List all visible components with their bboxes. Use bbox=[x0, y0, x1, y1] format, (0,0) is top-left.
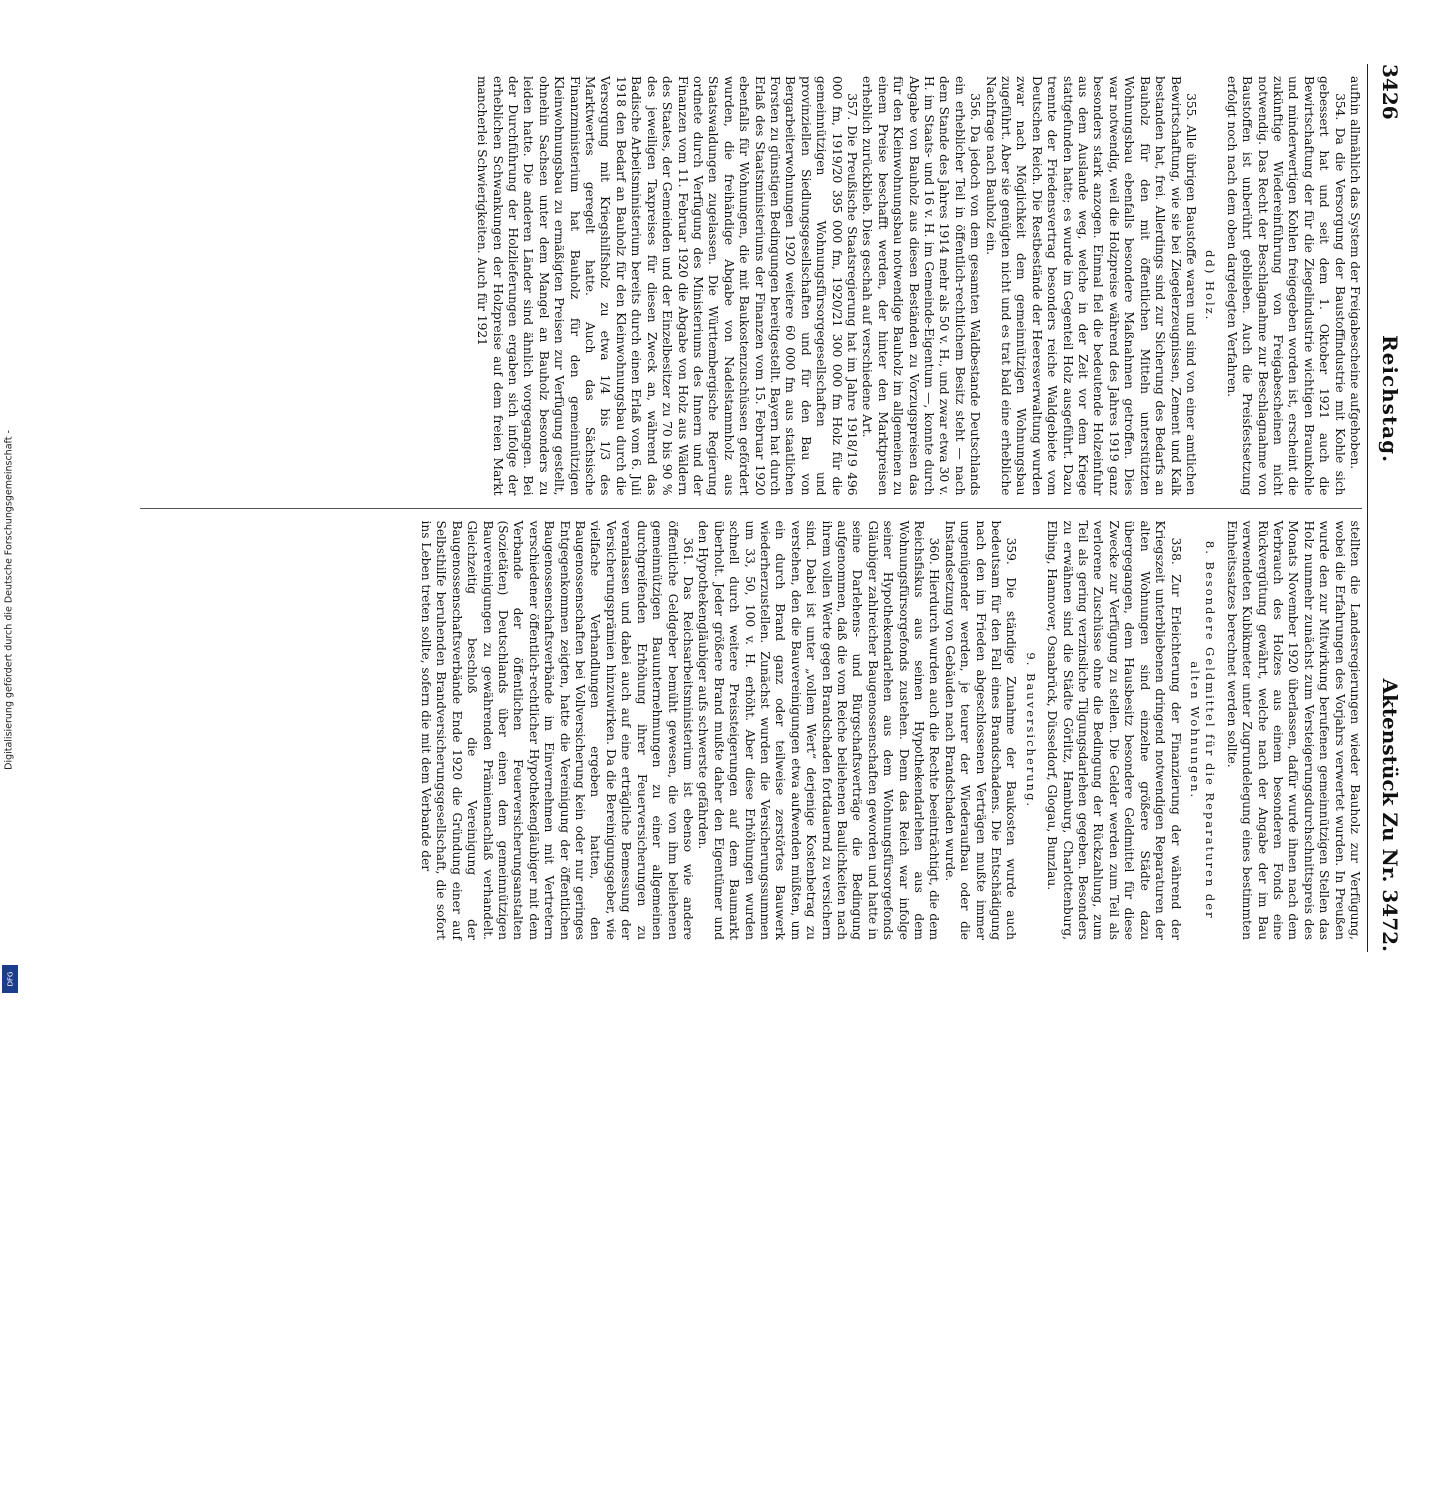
section-heading-9: 9. Bauversicherung. bbox=[1023, 652, 1038, 809]
page-number: 3426 bbox=[1378, 64, 1402, 120]
header-document-number: Aktenstück Zu Nr. 3472. bbox=[1378, 678, 1402, 952]
left-column bbox=[140, 64, 1362, 508]
paragraph-357: 357. Die Preußische Staatsregierung hat im Jahre 1918/19 496 000 fm, 1919/20 395 000 fm, 1920/21 300 000 fm Holz für die gemeinnützigen Wohnungsfürsorgegesellschaften und provinziellen Siedlungsgesellschaften und für den Bau von Bergarbeiterwohnungen 1920 weitere 60 000 fm aus staatlichen Forsten zu günstigen Bedingungen bereitgestellt. Bayern hat durch Erlaß des Staatsministeriums der Finanzen vom 15. Februar 1920 ebenfalls für Wohnungen, die mit Baukostenzuschüssen gefördert wurden, die freihändige Abgabe von Nadelstammholz aus Staatswaldungen zugelassen. Die Württembergische Regierung ordnete durch Verfügung des Ministeriums des Innern und der Finanzen vom 11. Februar 1920 die Abgabe von Holz aus Wäldern des Staates, der Gemeinden und der Einzelbesitzer zu 70 bis 90 % des jeweiligen Taxpreises für diesen Zweck an, während das Badische Arbeitsministerium bereits durch einen Erlaß vom 6. Juli 1918 den Bedarf an Bauholz für den Kleinwohnungsbau durch die Versorgung mit Kriegshilfsholz zu etwa 1/4 bis 1/3 des Marktwertes geregelt hatte. Auch das Sächsische Finanzministerium hat Bauholz für den gemeinnützigen Kleinwohnungsbau zu ermäßigten Preisen zur Verfügung gestellt, ohnehin Sachsen unter dem Mangel an Bauholz besonders zu leiden hatte. Die anderen Länder sind ähnlich vorgegangen. Bei der Durchführung der Holzlieferungen ergaben sich infolge der erheblichen Schwankungen der Holzpreise auf dem freien Markt mancherlei Schwierigkeiten. Auch für 1921 bbox=[475, 76, 859, 496]
paragraph-358: 358. Zur Erleichterung der Finanzierung der während der Kriegszeit unterbliebenen dringend notwendigen Reparaturen der alten Wohnungen sind einzelne größere Städte dazu übergegangen, dem Hausbesitz besondere Geldmittel für diese Zwecke zur Verfügung zu stellen. Die Gelder werden zum Teil als verlorene Zuschüsse ohne die Bedingung der Rückzahlung, zum Teil als gering verzinsliche Tilgungsdarlehen gegeben. Besonders zu erwähnen sind die Städte Görlitz, Hamburg, Charlottenburg, Elbing, Hannover, Osnabrück, Düsseldorf, Glogau, Bunzlau. bbox=[1045, 520, 1183, 940]
digitization-credit bbox=[0, 0, 18, 1000]
page-rotated bbox=[120, 58, 1410, 958]
paragraph-361: 361. Das Reichsarbeitsministerium ist ebenso wie andere öffentliche Geldgeber bemüht gewesen, die von ihm beliehenen gemeinnützigen Bauunternehmungen zu einer allgemeinen durchgreifenden Erhöhung ihrer Feuerversicherungen zu veranlassen und dabei auch auf eine erträgliche Bemessung der Versicherungsprämien hinzuwirken. Da die Bereinigungsgeber, wie vielfache Verhandlungen ergeben hatten, den Baugenossenschaften bei Vollversicherung kein oder nur geringes Entgegenkommen zeigten, hatte die Vereinigung der öffentlichen Baugenossenschaftsverbände im Einvernehmen mit Vertretern verschiedener öffentlich-rechtlicher Hypothekengläubiger mit dem Verbande der öffentlichen Feuerversicherungsanstalten (Sozietäten) Deutschlands über einen dem gemeinnützigen Bauvereinigungen zu gewährenden Prämiennachlaß verhandelt. Gleichzeitig beschloß die Vereinigung der Baugenossenschaftsverbände Ende 1920 die Gründung einer auf Selbsthilfe beruhenden Brandversicherungsgesellschaft, die sofort ins Leben treten sollte, sofern die mit dem Verbande der bbox=[419, 520, 695, 940]
header-title: Reichstag. bbox=[1378, 335, 1402, 464]
paragraph-356: 356. Da jedoch von dem gesamten Waldbestande Deutschlands ein erheblicher Teil in öffentlich-rechtlichem Besitz steht — nach dem Stande des Jahres 1914 mehr als 50 v. H., und zwar etwa 30 v. H. im Staats- und 16 v. H. im Gemeinde-Eigentum —, konnte durch Abgabe von Bauholz aus diesen Beständen zu Vorzugspreisen das für den Kleinwohnungsbau notwendige Bauholz im allgemeinen zu einem Preise beschafft werden, der hinter den Marktpreisen erheblich zurückblieb. Dies geschah auf verschiedene Art. bbox=[860, 76, 983, 496]
section-heading-8: 8. Besondere Geldmittel für die Reparaturen der alten Wohnungen. bbox=[1187, 540, 1218, 920]
paragraph-360: 360. Hierdurch wurden auch die Rechte beeinträchtigt, die dem Reichsfiskus aus seinen Hypothekendarlehen aus dem Wohnungsfürsorgefonds zustehen. Denn das Reich war infolge seiner Hypothekendarlehen aus dem Wohnungsfürsorgefonds Gläubiger zahlreicher Baugenossenschaften geworden und hatte in seine Darlehens- und Bürgschaftsverträge die Bedingung aufgenommen, daß die vom Reiche beliehenen Baulichkeiten nach ihrem vollen Werte gegen Brandschaden fortdauernd zu versichern sind. Dabei ist unter „vollem Wert“ derjenige Kostenbetrag zu verstehen, den die Bauvereinigungen etwa aufwenden müßten, um ein durch Brand ganz oder teilweise zerstörtes Bauwerk wiederherzustellen. Zunächst wurden die Versicherungssummen um 33, 50, 100 v. H. erhöht. Aber diese Erhöhungen wurden schnell durch weitere Preissteigerungen auf dem Baumarkt überholt. Jeder größere Brand mußte daher den Eigentümer und den Hypothekengläubiger aufs schwerste gefährden. bbox=[696, 520, 942, 940]
section-heading-holz: dd) Holz. bbox=[1203, 250, 1218, 322]
right-column bbox=[140, 508, 1362, 953]
paragraph-354: 354. Da die Versorgung der Baustoffindustrie mit Kohle sich gebessert hat und seit dem 1. Oktober 1921 auch die Bewirtschaftung der für die Ziegelindustrie wichtigen Braunkohle und minderwertigen Kohlen freigegeben worden ist, erscheint die zukünftige Wiedereinführung von Freigabescheinen nicht notwendig. Das Recht der Beschlagnahme zur Beschlagnahme von Baustoffen ist unberührt geblieben. Auch die Preisfestsetzung erfolgt noch nach dem oben dargelegten Verfahren. bbox=[1224, 76, 1347, 496]
paragraph-359: 359. Die ständige Zunahme der Baukosten wurde auch bedeutsam für den Fall eines Brandschadens. Die Entschädigung nach den im Frieden abgeschlossenen Verträgen mußte immer ungenügender werden, je teurer der Wiederaufbau oder die Instandsetzung von Gebäuden nach Brandschaden wurde. bbox=[942, 520, 1019, 940]
page-header bbox=[1367, 64, 1402, 952]
paragraph: stellten die Landesregierungen wieder Bauholz zur Verfügung, wobei die Erfahrungen des Vorjahrs verwertet wurden. In Preußen wurde den zur Mitwirkung berufenen gemeinnützigen Stellen das Holz nunmehr zunächst zum Versteigerungsdurchschnittspreis des Monats November 1920 überlassen, dafür wurde ihnen nach dem Verbrauch des Holzes aus einem besonderen Fonds eine Rückvergütung gewährt, welche nach der Angabe der im Bau verwendeten Kubikmeter unter Zugrundelegung eines bestimmten Einheitssatzes berechnet werden sollte. bbox=[1224, 520, 1362, 940]
paragraph: aufhin allmählich das System der Freigabescheine aufgehoben. bbox=[1348, 76, 1362, 470]
credit-text: Digitalisierung gefördert durch die Deutsche Forschungsgemeinschaft - bbox=[3, 430, 15, 770]
paragraph-355: 355. Alle übrigen Baustoffe waren und sind von einer amtlichen Bewirtschaftung, wie sie bei Ziegelerzeugnissen, Zement und Kalk bestanden hat, frei. Allerdings sind zur Sicherung des Bedarfs an Bauholz für den mit öffentlichen Mitteln unterstützten Wohnungsbau ebenfalls besondere Maßnahmen getroffen. Dies war notwendig, weil die Holzpreise während des Jahres 1919 ganz besonders stark anzogen. Einmal fiel die bedeutende Holzeinfuhr aus dem Auslande weg, welche in der Zeit vor dem Kriege stattgefunden hatte; es wurde im Gegenteil Holz ausgeführt. Dazu trennte der Friedensvertrag besonders reiche Waldgebiete vom Deutschen Reich. Die Restbestände der Heeresverwaltung wurden zwar nach Möglichkeit dem gemeinnützigen Wohnungsbau zugeführt. Aber sie genügten nicht und es trat bald eine erhebliche Nachfrage nach Bauholz ein. bbox=[983, 76, 1198, 496]
dfg-logo-icon: DFG bbox=[2, 965, 18, 993]
text-columns bbox=[140, 64, 1362, 952]
